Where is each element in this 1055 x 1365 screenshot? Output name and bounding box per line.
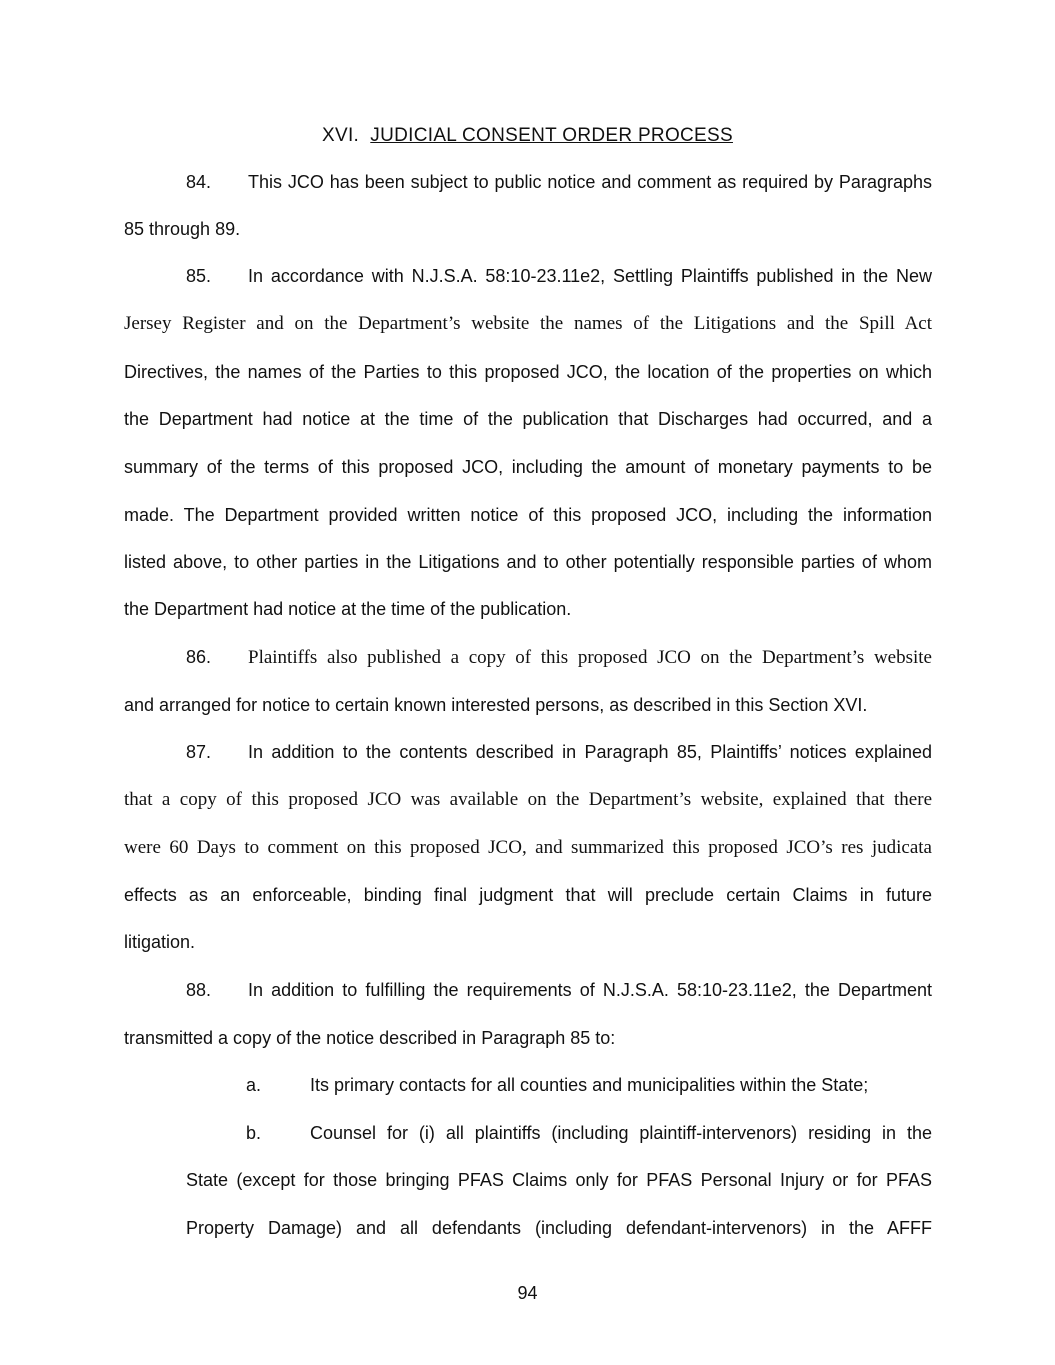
paragraph-number: 87. (186, 742, 212, 762)
section-title: JUDICIAL CONSENT ORDER PROCESS (370, 125, 733, 146)
list-item-b-line-1: b. Counsel for (i) all plaintiffs (including plaintiff-intervenors) residing in the (246, 1123, 932, 1143)
paragraph-87-line-2: that a copy of this proposed JCO was available on the Department’s website, explained that there (124, 789, 932, 810)
paragraph-85-line-4: the Department had notice at the time of the publication that Discharges had occurred, and a (124, 409, 932, 429)
paragraph-87-line-1: 87. In addition to the contents described in Paragraph 85, Plaintiffs’ notices explained (186, 742, 932, 762)
list-item-letter: a. (246, 1075, 262, 1095)
paragraph-85-line-8: the Department had notice at the time of the publication. (124, 599, 572, 619)
paragraph-87-line-4: effects as an enforceable, binding final judgment that will preclude certain Claims in future (124, 885, 932, 905)
paragraph-85-line-7: listed above, to other parties in the Litigations and to other potentially responsible parties of whom (124, 552, 932, 572)
paragraph-86-line-2: and arranged for notice to certain known interested persons, as described in this Section XVI. (124, 695, 868, 715)
list-item-a: a. Its primary contacts for all counties and municipalities within the State; (246, 1075, 869, 1095)
paragraph-84-line-2: 85 through 89. (124, 219, 241, 239)
section-number: XVI. (322, 125, 360, 146)
paragraph-number: 84. (186, 172, 212, 192)
paragraph-number: 88. (186, 980, 212, 1000)
page-number: 94 (517, 1283, 538, 1303)
list-item-b-line-2: State (except for those bringing PFAS Claims only for PFAS Personal Injury or for PFAS (186, 1170, 932, 1190)
paragraph-85-line-6: made. The Department provided written notice of this proposed JCO, including the information (124, 505, 932, 525)
paragraph-85-line-3: Directives, the names of the Parties to this proposed JCO, the location of the properties on which (124, 362, 932, 382)
list-item-letter: b. (246, 1123, 262, 1143)
paragraph-85-line-1: 85. In accordance with N.J.S.A. 58:10-23.11e2, Settling Plaintiffs published in the New (186, 266, 932, 286)
section-heading (0, 124, 1055, 148)
paragraph-88-line-2: transmitted a copy of the notice described in Paragraph 85 to: (124, 1028, 616, 1048)
list-item-b-line-3: Property Damage) and all defendants (including defendant-intervenors) in the AFFF (186, 1218, 932, 1238)
paragraph-85-line-2: Jersey Register and on the Department’s website the names of the Litigations and the Spill Act (124, 313, 932, 334)
paragraph-88-line-1: 88. In addition to fulfilling the requirements of N.J.S.A. 58:10-23.11e2, the Department (186, 980, 932, 1000)
paragraph-87-line-5: litigation. (124, 932, 196, 952)
paragraph-number: 86. (186, 647, 212, 667)
paragraph-86-line-1: 86. Plaintiffs also published a copy of this proposed JCO on the Department’s website (186, 647, 932, 668)
paragraph-number: 85. (186, 266, 212, 286)
paragraph-85-line-5: summary of the terms of this proposed JCO, including the amount of monetary payments to be (124, 457, 932, 477)
paragraph-87-line-3: were 60 Days to comment on this proposed JCO, and summarized this proposed JCO’s res judicata (124, 837, 932, 858)
paragraph-84-line-1: 84. This JCO has been subject to public notice and comment as required by Paragraphs (186, 172, 932, 192)
